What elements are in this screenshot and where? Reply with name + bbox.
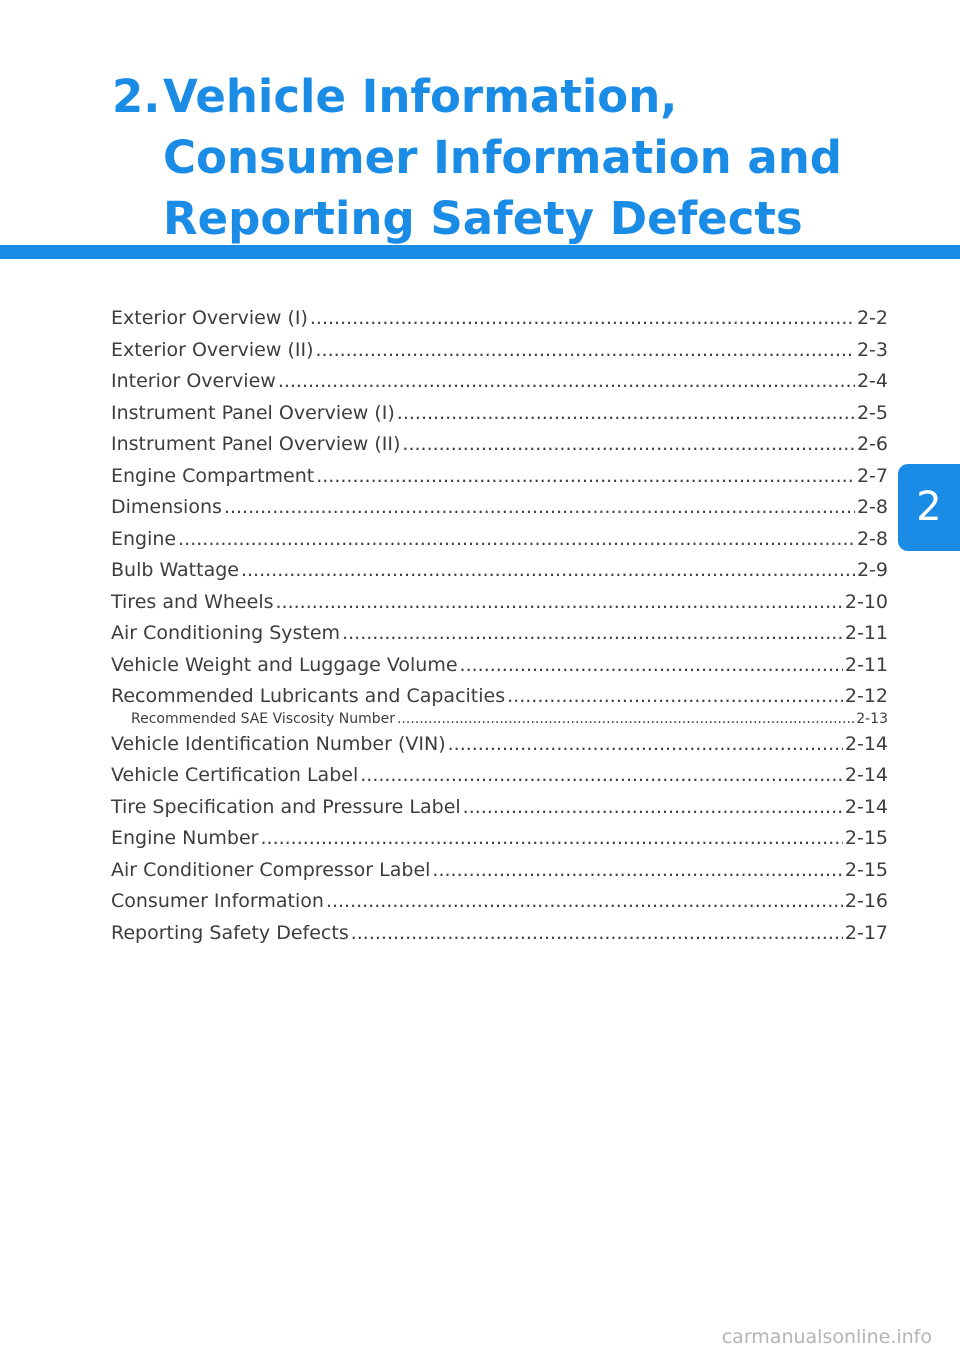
toc-leader-dots <box>397 402 855 424</box>
toc-entry[interactable] <box>111 339 888 371</box>
toc-entry[interactable] <box>111 764 888 796</box>
toc-leader-dots <box>397 711 854 727</box>
toc-entry[interactable] <box>111 559 888 591</box>
toc-leader-dots <box>360 764 843 786</box>
toc-entry-page: 2-14 <box>844 795 888 818</box>
toc-entry-page: 2-16 <box>844 890 888 912</box>
toc-entry-page: 2-14 <box>844 732 888 755</box>
toc-entry-page: 2-15 <box>844 827 888 849</box>
watermark-text: carmanualsonline.info <box>721 1326 932 1348</box>
toc-entry[interactable] <box>111 402 888 434</box>
toc-entry-page: 2-9 <box>856 559 888 581</box>
toc-leader-dots <box>463 796 843 818</box>
toc-entry[interactable] <box>111 528 888 560</box>
toc-entry[interactable] <box>111 827 888 859</box>
toc-entry-page: 2-7 <box>856 464 888 487</box>
toc-leader-dots <box>276 591 843 613</box>
chapter-title-line-1: Vehicle Information, <box>163 70 678 123</box>
chapter-title <box>112 66 892 249</box>
toc-leader-dots <box>460 654 843 676</box>
toc-entry-label: Vehicle Identification Number (VIN) <box>111 732 446 755</box>
toc-entry-label: Vehicle Certification Label <box>111 764 359 786</box>
toc-entry-label: Tires and Wheels <box>111 590 274 613</box>
table-of-contents <box>111 307 888 953</box>
toc-leader-dots <box>224 496 855 518</box>
toc-entry[interactable] <box>111 859 888 891</box>
toc-entry[interactable] <box>111 591 888 623</box>
chapter-number: 2. <box>112 70 161 123</box>
toc-entry-page: 2-14 <box>844 764 888 786</box>
toc-entry-label: Reporting Safety Defects <box>111 921 349 944</box>
toc-leader-dots <box>260 827 842 849</box>
toc-entry[interactable] <box>111 370 888 402</box>
toc-entry-label: Engine Compartment <box>111 464 315 487</box>
toc-subentry[interactable] <box>111 711 888 733</box>
toc-leader-dots <box>241 559 855 581</box>
toc-entry-label: Exterior Overview (II) <box>111 338 314 361</box>
toc-entry-page: 2-10 <box>844 590 888 613</box>
toc-subentry-label: Recommended SAE Viscosity Number <box>131 710 395 727</box>
toc-entry-page: 2-2 <box>856 307 888 329</box>
toc-entry-label: Consumer Information <box>111 890 324 912</box>
toc-leader-dots <box>507 685 843 707</box>
toc-leader-dots <box>342 622 843 644</box>
toc-entry[interactable] <box>111 796 888 828</box>
toc-entry[interactable] <box>111 496 888 528</box>
toc-entry-label: Exterior Overview (I) <box>111 307 308 329</box>
toc-entry-label: Instrument Panel Overview (II) <box>111 433 401 455</box>
toc-leader-dots <box>351 922 843 944</box>
toc-entry-page: 2-8 <box>856 496 888 518</box>
toc-entry-page: 2-17 <box>844 921 888 944</box>
title-divider <box>0 245 960 259</box>
toc-entry[interactable] <box>111 307 888 339</box>
toc-entry[interactable] <box>111 433 888 465</box>
toc-entry[interactable] <box>111 654 888 686</box>
toc-entry-label: Dimensions <box>111 496 222 518</box>
toc-entry-page: 2-6 <box>856 433 888 455</box>
toc-entry-label: Engine <box>111 527 177 550</box>
toc-leader-dots <box>432 859 842 881</box>
toc-entry-label: Recommended Lubricants and Capacities <box>111 685 506 707</box>
toc-entry-label: Instrument Panel Overview (I) <box>111 401 395 424</box>
toc-entry[interactable] <box>111 922 888 954</box>
toc-entry-label: Vehicle Weight and Luggage Volume <box>111 653 458 676</box>
toc-entry-page: 2-3 <box>856 338 888 361</box>
toc-entry-label: Bulb Wattage <box>111 559 239 581</box>
toc-entry-page: 2-15 <box>844 858 888 881</box>
toc-leader-dots <box>278 370 855 392</box>
toc-entry[interactable] <box>111 465 888 497</box>
toc-leader-dots <box>310 307 855 329</box>
toc-entry-label: Interior Overview <box>111 370 276 392</box>
toc-leader-dots <box>448 733 843 755</box>
toc-entry-page: 2-8 <box>856 527 888 550</box>
toc-leader-dots <box>326 890 843 912</box>
chapter-title-line-2: Consumer Information and <box>163 131 842 184</box>
toc-entry-page: 2-5 <box>856 401 888 424</box>
toc-entry-page: 2-12 <box>844 685 888 707</box>
toc-entry-page: 2-11 <box>844 622 888 644</box>
chapter-side-tab[interactable]: 2 <box>898 464 960 551</box>
toc-entry[interactable] <box>111 890 888 922</box>
toc-entry-label: Air Conditioning System <box>111 622 341 644</box>
toc-entry-page: 2-4 <box>856 370 888 392</box>
chapter-title-line-3: Reporting Safety Defects <box>163 192 803 245</box>
toc-entry-page: 2-11 <box>844 653 888 676</box>
toc-leader-dots <box>315 339 854 361</box>
toc-entry-label: Tire Specification and Pressure Label <box>111 795 461 818</box>
toc-entry-label: Engine Number <box>111 827 259 849</box>
toc-leader-dots <box>402 433 855 455</box>
toc-entry[interactable] <box>111 733 888 765</box>
toc-leader-dots <box>316 465 855 487</box>
toc-subentry-page: 2-13 <box>856 710 888 727</box>
toc-entry-label: Air Conditioner Compressor Label <box>111 858 431 881</box>
toc-entry[interactable] <box>111 622 888 654</box>
toc-leader-dots <box>178 528 855 550</box>
